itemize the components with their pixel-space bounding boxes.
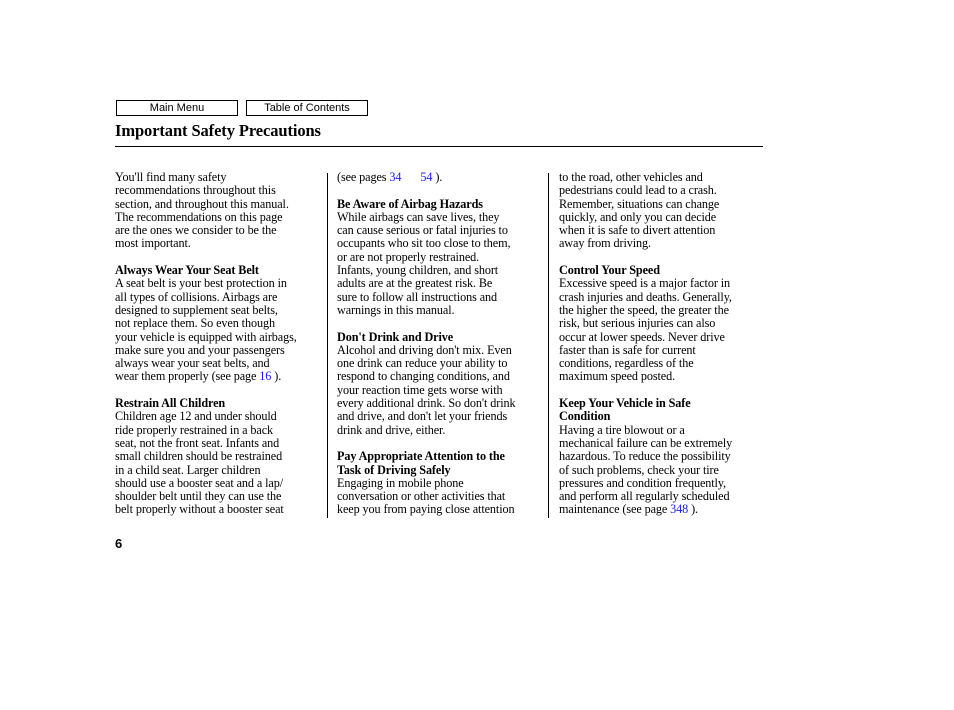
road-paragraph: to the road, other vehicles and pedestrians could lead to a crash. Remember, situations can change quickly, and only you can decide when it is safe to divert attention away from driving. [559,170,720,251]
page-number: 6 [115,536,123,551]
children-paragraph: Children age 12 and under should ride properly restrained in a back seat, not the front seat. Infants and small children should be restrained in a child seat. Larger children should use a booster seat and a lap/ shoulder belt until they can use the belt properly without a booster seat [115,409,284,517]
page-link-54[interactable]: 54 [420,170,433,184]
column-divider [548,173,549,518]
page-link-34[interactable]: 34 [389,170,402,184]
see-pages-end: ). [432,170,443,184]
heading-drink-drive: Don't Drink and Drive [337,329,454,344]
page-link-348[interactable]: 348 [670,502,689,517]
condition-text: Having a tire blowout or a mechanical failure can be extremely hazardous. To reduce the possibility of such problems, check your tire pressures and condition frequently, and perform all regularly scheduled maintenance (see page [559,422,733,517]
seat-belt-end: ). [271,369,282,384]
column-1 [115,171,329,517]
condition-end: ). [688,502,698,517]
attention-paragraph: Engaging in mobile phone conversation or other activities that keep you from paying close attention [337,475,515,517]
page-link-16[interactable]: 16 [259,369,272,384]
heading-control-speed: Control Your Speed [559,263,660,278]
airbag-paragraph: While airbags can save lives, they can cause serious or fatal injuries to occupants who sit too close to them, or are not properly restrained. Infants, young children, and short adults are at the greatest risk. Be sure to follow all instructions and warnings in this manual. [337,209,511,317]
condition-paragraph [559,424,764,517]
main-menu-button[interactable]: Main Menu [116,100,238,116]
page-title: Important Safety Precautions [115,121,321,140]
heading-seat-belt: Always Wear Your Seat Belt [115,263,259,278]
title-divider [115,146,763,147]
column-3 [559,171,764,517]
seat-belt-paragraph [115,277,329,383]
heading-vehicle-condition: Keep Your Vehicle in Safe Condition [559,396,691,424]
drink-paragraph: Alcohol and driving don't mix. Even one drink can reduce your ability to respond to changing conditions, and your reaction time gets worse with every additional drink. So don't drink and drive, and don't let your friends drink and drive, either. [337,342,516,437]
table-of-contents-button[interactable]: Table of Contents [246,100,368,116]
see-pages-line [337,171,545,184]
intro-paragraph: You'll find many safety recommendations throughout this section, and throughout this manual. The recommendations on this page are the ones we consider to be the most important. [115,170,289,251]
see-pages-text: (see pages [337,170,390,184]
heading-restrain-children: Restrain All Children [115,396,226,411]
column-2 [337,171,545,517]
heading-airbag-hazards: Be Aware of Airbag Hazards [337,196,483,211]
speed-paragraph: Excessive speed is a major factor in crash injuries and deaths. Generally, the higher the speed, the greater the risk, but serious injuries can also occur at lower speeds. Never drive faster than is safe for current conditions, regardless of the maximum speed posted. [559,276,732,384]
heading-attention: Pay Appropriate Attention to the Task of Driving Safely [337,449,505,477]
seat-belt-text: A seat belt is your best protection in all types of collisions. Airbags are designed to supplement seat belts, not replace them. So even though your vehicle is equipped with airbags, make sure you and your passengers always wear your seat belts, and wear them properly (see page [115,276,297,384]
